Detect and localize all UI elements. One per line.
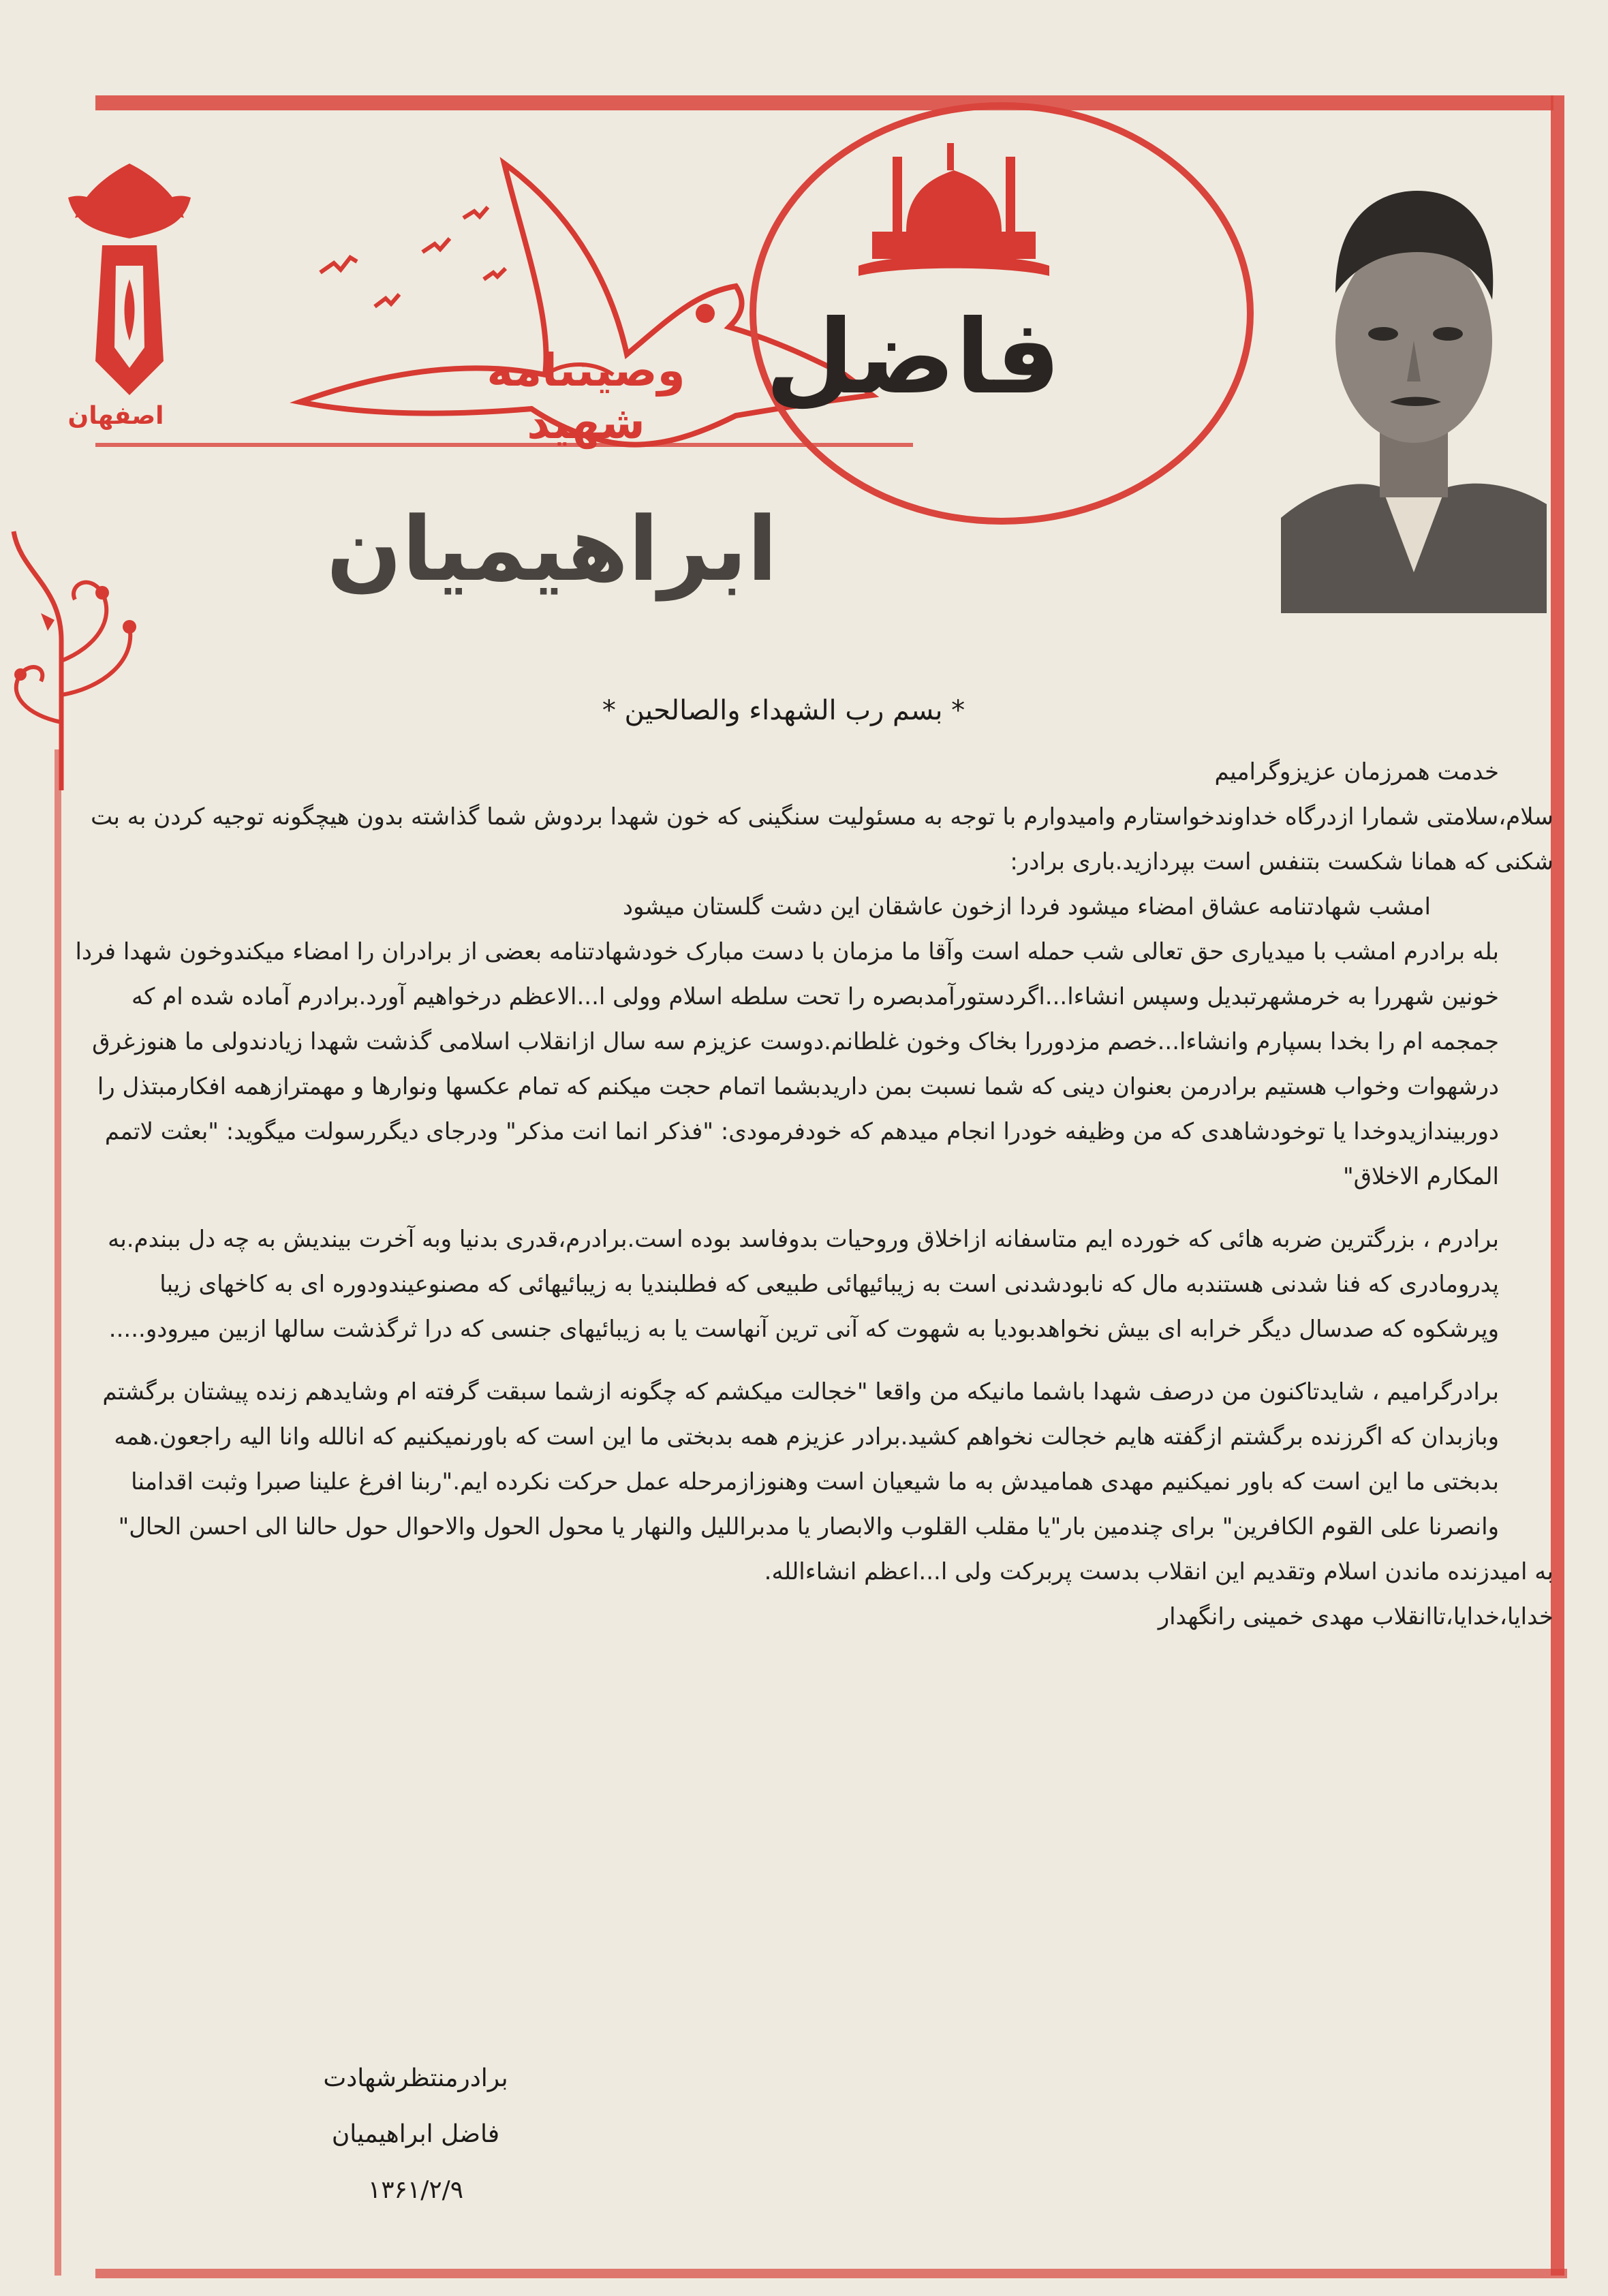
floral-ornament-icon: [0, 491, 164, 790]
signature-date: ۱۳۶۱/۲/۹: [367, 2176, 464, 2204]
martyr-first-name: فاضل: [765, 298, 1061, 417]
foundation-emblem-icon: [27, 136, 232, 443]
letter-poem-line: امشب شهادتنامه عشاق امضاء میشود فردا ازخون عاشقان این دشت گلستان میشود: [622, 893, 1431, 920]
letter-body: [68, 749, 1553, 1639]
martyr-surname: ابراهیمیان: [326, 497, 777, 601]
frame-top-border: [95, 95, 1553, 110]
basmala-heading: * بسم رب الشهداء والصالحین *: [602, 695, 965, 726]
letter-paragraph: بله برادرم امشب با میدیاری حق تعالی شب حمله است وآقا ما مزمان با دست مبارک خودشهادتنامه بعضی از برادران را امضاء میکندوخون شهدا فردا خونین شهررا به خرمشهرتبدیل وسپس انشاءا...اگردستورآمدبصره را تحت سلطه اسلام وولی ا...الاعظم درخواهیم آورد.برادرم آماده شده ام که جمجمه ام را بخدا بسپارم وانشاءا...خصم مزدوررا بخاک وخون غلطانم.دوست عزیزم سه سال ازانقلاب اسلامی گذشت شهدا زیادندولی ما هنوزغرق درشهوات وخواب هستیم برادرمن بعنوان دینی که شما نسبت بمن داریدبشما اتمام حجت میکنم که تمام عکسها ونوارها و مهمترازهمه افکارمبتذل را دوربیندازیدوخدا یا توخودشاهدی که من وظیفه خودرا انجام میدهم که خودفرمودی: "فذکر انما انت مذکر" ودرجای دیگررسولت میگوید: "بعثت لاتمم المکارم الاخلاق": [75, 938, 1499, 1190]
signature-line: برادرمنتظرشهادت: [323, 2064, 508, 2092]
letter-greeting: خدمت همرزمان عزیزوگرامیم: [1214, 758, 1499, 786]
frame-left-border: [55, 749, 61, 2276]
letter-paragraph: به امیدزنده ماندن اسلام وتقدیم این انقلاب بدست پربرکت ولی ا...اعظم انشاءالله.: [764, 1558, 1553, 1585]
document-title: وصیتنامه شهید: [486, 344, 685, 449]
signature-block: [204, 2051, 627, 2218]
letter-paragraph: برادرم ، بزرگترین ضربه هائی که خورده ایم متاسفانه ازاخلاق وروحیات بدوفاسد بوده است.برادرم،قدری بدنیا وبه آخرت بیندیش به چه دل ببندم.به پدرومادری که فنا شدنی هستندبه مال که نابودشدنی است به زیبائیهائی طبیعی که فطلبندیا به زیبائیهائی که مصنوعیندودوره ای به کاخهای زیبا وپرشکوه که صدسال دیگر خرابه ای بیش نخواهدبودیا به شهوت که آنی ترین آنهاست یا به زیبائیهای جنسی که درا ثرگذشت سالها ازبین میرودو.....: [108, 1226, 1499, 1343]
signature-name: فاضل ابراهیمیان: [331, 2120, 500, 2148]
letter-closing-prayer: خدایا،خدایا،تاانقلاب مهدی خمینی رانگهدار: [1158, 1603, 1553, 1630]
portrait-photo: [1281, 136, 1547, 613]
frame-bottom-border: [95, 2269, 1567, 2278]
city-label: اصفهان: [67, 402, 164, 430]
letter-paragraph: برادرگرامیم ، شایدتاکنون من درصف شهدا باشما مانیکه من واقعا "خجالت میکشم که چگونه ازشما سبقت گرفته ام وشایدهم زنده پیشتان برگشتم وبازبدان که اگرزنده برگشتم ازگفته هایم خجالت نخواهم کشید.برادر عزیزم همه بدبختی ما این است که باورنمیکنیم که انالله وانا الیه راجعون.همه بدبختی ما این است که باور نمیکنیم مهدی همامیدش به ما شیعیان است وهنوزازمرحله عمل حرکت نکرده ایم."ربنا افرغ علینا صبرا وثبت اقدامنا وانصرنا علی القوم الکافرین" برای چندمین بار"یا مقلب القلوب والابصار یا مدبراللیل والنهار یا محول الحول والاحوال حول حالنا الی احسن الحال": [102, 1378, 1499, 1540]
shrine-icon: [845, 129, 1063, 293]
letter-paragraph: سلام،سلامتی شمارا ازدرگاه خداوندخواستارم وامیدوارم با توجه به مسئولیت سنگینی که خون شهدا بردوش شما گذاشته بدون هیچگونه توجیه کردن به بت شکنی که همانا شکست بتنفس است بپردازید.باری برادر:: [91, 803, 1553, 875]
